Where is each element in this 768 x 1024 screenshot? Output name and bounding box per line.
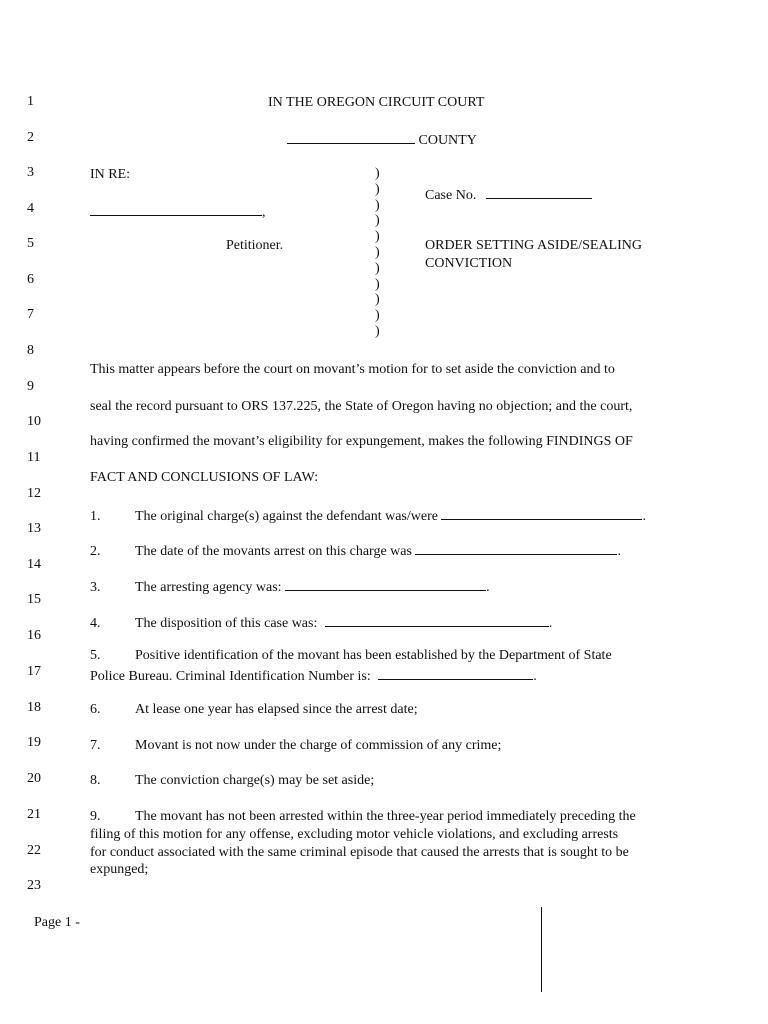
line-number: 10	[27, 414, 41, 429]
intro-line-1: This matter appears before the court on movant’s motion for to set aside the conviction and to	[90, 362, 615, 377]
line-number: 21	[27, 807, 41, 822]
line-number: 4	[27, 201, 34, 216]
caption-paren-column	[375, 166, 387, 340]
paren: )	[375, 181, 380, 197]
finding-item-6	[90, 701, 418, 718]
item-number: 6.	[90, 702, 101, 717]
paren: )	[375, 197, 380, 213]
line-number: 2	[27, 130, 34, 145]
item-number: 2.	[90, 544, 101, 559]
line-number: 16	[27, 628, 41, 643]
county-blank[interactable]	[287, 129, 415, 144]
case-no-blank[interactable]	[486, 184, 592, 199]
finding-item-9-line3: for conduct associated with the same criminal episode that caused the arrests that is sought to be	[90, 845, 629, 860]
petitioner-label: Petitioner.	[226, 238, 284, 253]
item-number: 4.	[90, 616, 101, 631]
item-text: The movant has not been arrested within the three-year period immediately preceding the	[135, 809, 636, 824]
in-re-label: IN RE:	[90, 167, 131, 182]
line-number: 13	[27, 521, 41, 536]
line-number: 23	[27, 878, 41, 893]
intro-line-2: seal the record pursuant to ORS 137.225, the State of Oregon having no objection; and the court,	[90, 399, 633, 414]
finding-item-2	[90, 540, 621, 560]
finding-item-5-line2	[90, 665, 537, 685]
order-title-line2: CONVICTION	[425, 256, 513, 271]
period: .	[486, 580, 490, 595]
line-number: 9	[27, 379, 34, 394]
item-text: The disposition of this case was:	[135, 616, 318, 631]
line-number: 6	[27, 272, 34, 287]
order-title-line1: ORDER SETTING ASIDE/SEALING	[425, 238, 642, 253]
item-number: 1.	[90, 509, 101, 524]
line-number: 17	[27, 664, 41, 679]
court-title: IN THE OREGON CIRCUIT COURT	[268, 95, 485, 110]
arrest-date-blank[interactable]	[415, 540, 617, 555]
intro-line-3: having confirmed the movant’s eligibility for expungement, makes the following FINDINGS OF	[90, 434, 633, 449]
item-text: The original charge(s) against the defendant was/were	[135, 509, 438, 524]
finding-item-1	[90, 505, 646, 525]
item-text: The arresting agency was:	[135, 580, 282, 595]
item-text: The conviction charge(s) may be set aside;	[135, 773, 375, 788]
item-text: Police Bureau. Criminal Identification Number is:	[90, 669, 371, 684]
paren: )	[375, 276, 380, 292]
finding-item-4	[90, 612, 552, 632]
criminal-id-blank[interactable]	[378, 665, 533, 680]
county-label: COUNTY	[418, 133, 477, 148]
county-line	[287, 129, 477, 149]
period: .	[642, 509, 646, 524]
paren: )	[375, 323, 380, 339]
case-no-label: Case No.	[425, 188, 477, 203]
item-number: 9.	[90, 809, 101, 824]
paren: )	[375, 244, 380, 260]
line-number: 7	[27, 307, 34, 322]
item-number: 3.	[90, 580, 101, 595]
intro-line-4: FACT AND CONCLUSIONS OF LAW:	[90, 470, 319, 485]
period: .	[617, 544, 621, 559]
item-text: At lease one year has elapsed since the arrest date;	[135, 702, 418, 717]
finding-item-9-line2: filing of this motion for any offense, excluding motor vehicle violations, and excluding arrests	[90, 827, 619, 842]
paren: )	[375, 308, 380, 324]
line-number: 12	[27, 486, 41, 501]
petitioner-name-line	[90, 201, 266, 221]
line-number: 3	[27, 165, 34, 180]
paren: )	[375, 213, 380, 229]
finding-item-5-line1	[90, 647, 612, 664]
line-number: 14	[27, 557, 41, 572]
item-text: The date of the movants arrest on this charge was	[135, 544, 412, 559]
item-number: 7.	[90, 738, 101, 753]
page-number: Page 1 -	[34, 915, 80, 930]
paren: )	[375, 260, 380, 276]
finding-item-9-line4: expunged;	[90, 862, 149, 877]
item-number: 8.	[90, 773, 101, 788]
item-text: Movant is not now under the charge of commission of any crime;	[135, 738, 502, 753]
period: .	[548, 616, 553, 631]
item-text: Positive identification of the movant has been established by the Department of State	[135, 648, 612, 663]
item-number: 5.	[90, 648, 101, 663]
finding-item-3	[90, 576, 490, 596]
arresting-agency-blank[interactable]	[285, 576, 486, 591]
line-number: 18	[27, 700, 41, 715]
disposition-blank[interactable]	[325, 612, 549, 627]
finding-item-7	[90, 737, 501, 754]
petitioner-name-blank[interactable]	[90, 201, 262, 216]
paren: )	[375, 166, 380, 181]
line-number: 5	[27, 236, 34, 251]
finding-item-8	[90, 772, 374, 789]
line-number: 15	[27, 592, 41, 607]
period: .	[533, 669, 537, 684]
line-number: 22	[27, 843, 41, 858]
footer-divider	[541, 907, 542, 992]
original-charges-blank[interactable]	[441, 505, 642, 520]
line-number: 11	[27, 450, 41, 465]
line-number: 1	[27, 94, 34, 109]
comma: ,	[262, 205, 266, 220]
line-number: 8	[27, 343, 34, 358]
case-no-line	[425, 184, 592, 204]
line-number: 20	[27, 771, 41, 786]
finding-item-9-line1	[90, 808, 636, 825]
paren: )	[375, 229, 380, 245]
line-number: 19	[27, 735, 41, 750]
paren: )	[375, 292, 380, 308]
